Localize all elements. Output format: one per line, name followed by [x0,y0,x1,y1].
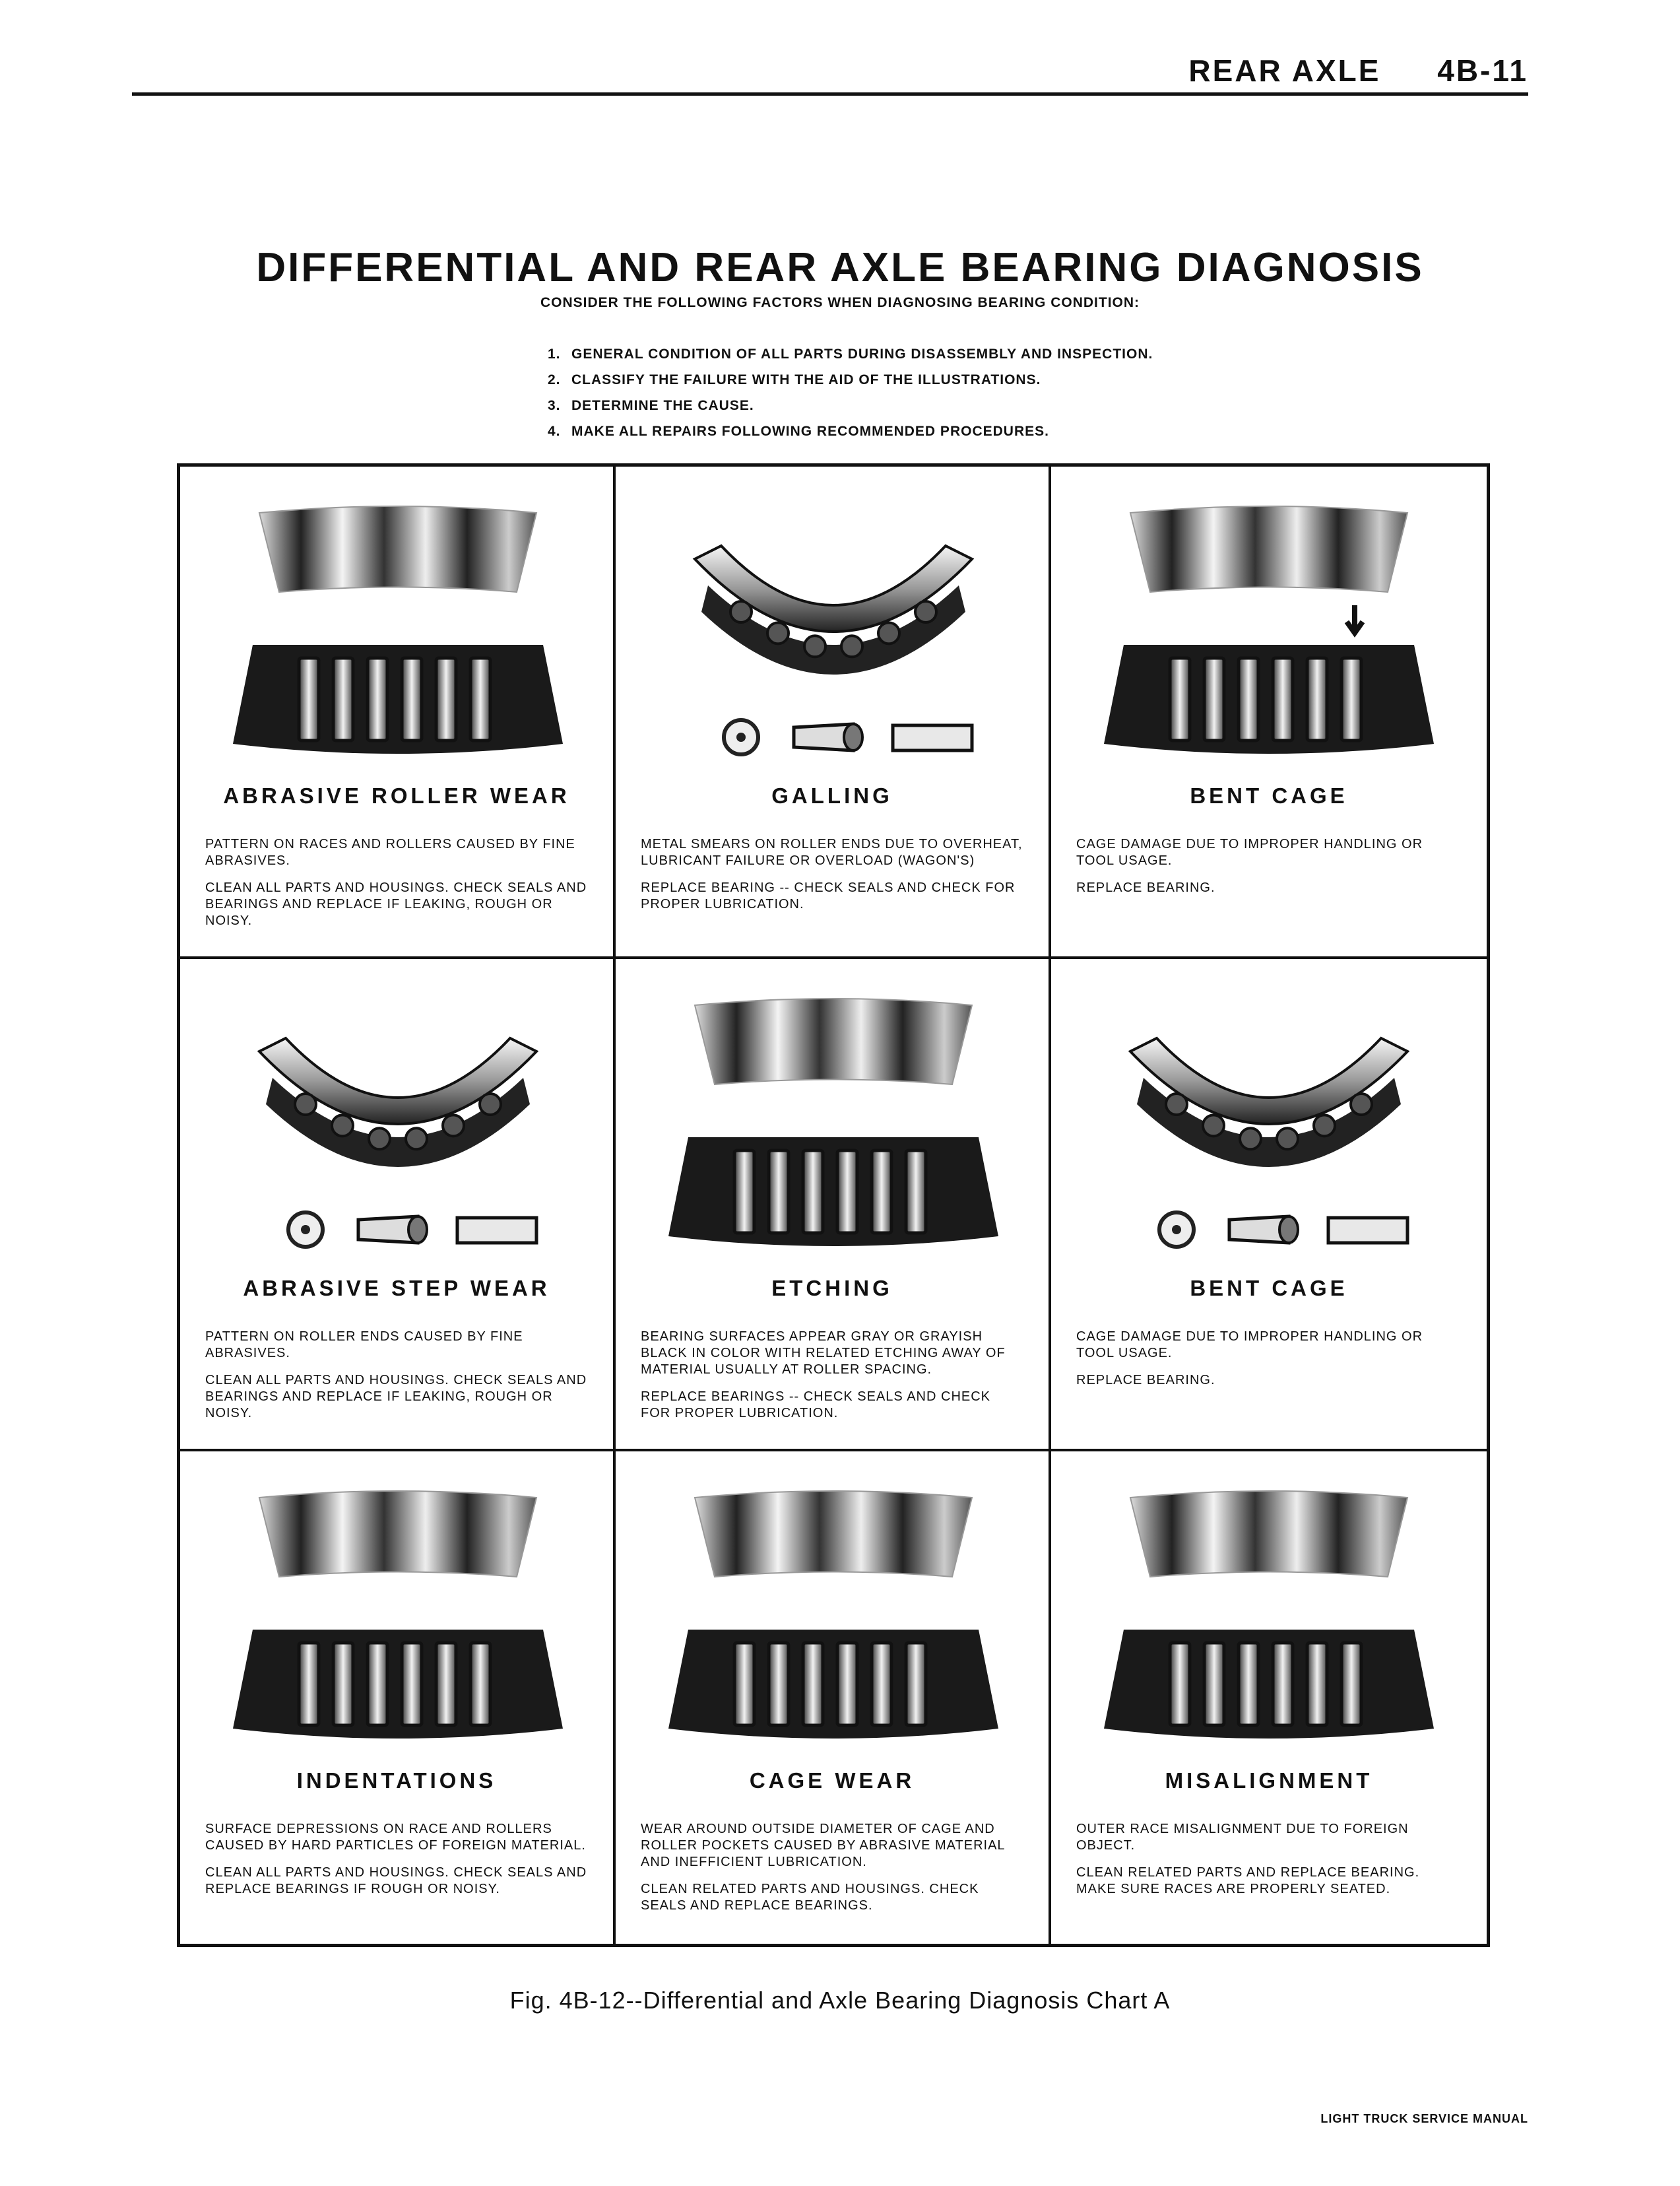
condition-name: BENT CAGE [1190,1276,1348,1300]
description-paragraph: OUTER RACE MISALIGNMENT DUE TO FOREIGN OBJECT. [1076,1822,1409,1853]
running-header [1188,53,1528,88]
description-paragraph: REPLACE BEARING. [1076,1373,1215,1387]
factor-text: GENERAL CONDITION OF ALL PARTS DURING DISASSEMBLY AND INSPECTION. [571,347,1153,362]
condition-name: ABRASIVE STEP WEAR [243,1276,550,1300]
diagnosis-cell [1051,467,1487,959]
condition-description [1076,836,1462,907]
bearing-illustration [220,979,576,1269]
header-page-number: 4B-11 [1437,53,1528,88]
condition-name: MISALIGNMENT [1165,1768,1373,1793]
condition-description [641,1329,1023,1432]
diagnosis-cell [616,959,1051,1451]
condition-description [641,1821,1023,1925]
condition-name: ABRASIVE ROLLER WEAR [223,783,570,808]
description-paragraph: REPLACE BEARINGS -- CHECK SEALS AND CHECK FOR PROPER LUBRICATION. [641,1389,991,1420]
description-paragraph: SURFACE DEPRESSIONS ON RACE AND ROLLERS CAUSED BY HARD PARTICLES OF FOREIGN MATERIAL. [205,1822,586,1853]
header-rule [132,92,1528,96]
diagnosis-cell [180,467,616,959]
description-paragraph: CLEAN ALL PARTS AND HOUSINGS. CHECK SEALS AND BEARINGS AND REPLACE IF LEAKING, ROUGH OR NOISY. [205,880,587,928]
condition-name: CAGE WEAR [749,1768,915,1793]
description-paragraph: METAL SMEARS ON ROLLER ENDS DUE TO OVERHEAT, LUBRICANT FAILURE OR OVERLOAD (WAGON'S) [641,837,1023,868]
condition-description [1076,1329,1462,1399]
condition-description [205,1329,588,1432]
factor-item [548,347,1153,372]
diagnosis-cell [616,467,1051,959]
description-paragraph: BEARING SURFACES APPEAR GRAY OR GRAYISH BLACK IN COLOR WITH RELATED ETCHING AWAY OF MATERIAL USUALLY AT ROLLER SPACING. [641,1329,1006,1377]
bearing-illustration [220,1471,576,1762]
description-paragraph: REPLACE BEARING. [1076,880,1215,895]
description-paragraph: CLEAN RELATED PARTS AND REPLACE BEARING. MAKE SURE RACES ARE PROPERLY SEATED. [1076,1865,1420,1896]
description-paragraph: REPLACE BEARING -- CHECK SEALS AND CHECK FOR PROPER LUBRICATION. [641,880,1016,911]
bearing-illustration [1091,486,1447,777]
condition-name: GALLING [771,783,893,808]
description-paragraph: CLEAN RELATED PARTS AND HOUSINGS. CHECK SEALS AND REPLACE BEARINGS. [641,1882,979,1913]
header-section: REAR AXLE [1188,53,1381,88]
diagnosis-cell [180,959,616,1451]
bearing-illustration [1091,979,1447,1269]
bearing-illustration [1091,1471,1447,1762]
description-paragraph: WEAR AROUND OUTSIDE DIAMETER OF CAGE AND ROLLER POCKETS CAUSED BY ABRASIVE MATERIAL AND INEFFICIENT LUBRICATION. [641,1822,1005,1869]
diagnosis-cell [1051,959,1487,1451]
diagnosis-chart [177,463,1490,1947]
bearing-illustration [655,486,1012,777]
condition-name: ETCHING [771,1276,893,1300]
description-paragraph: CLEAN ALL PARTS AND HOUSINGS. CHECK SEALS AND BEARINGS AND REPLACE IF LEAKING, ROUGH OR NOISY. [205,1373,587,1420]
condition-description [641,836,1023,923]
factor-list [548,347,1153,449]
factor-number: 2. [548,372,561,387]
description-paragraph: PATTERN ON ROLLER ENDS CAUSED BY FINE ABRASIVES. [205,1329,523,1360]
diagnosis-cell [1051,1451,1487,1944]
description-paragraph: PATTERN ON RACES AND ROLLERS CAUSED BY FINE ABRASIVES. [205,837,575,868]
factor-number: 1. [548,347,561,362]
condition-description [205,836,588,940]
condition-description [1076,1821,1462,1908]
condition-description [205,1821,588,1908]
bearing-illustration [655,1471,1012,1762]
description-paragraph: CAGE DAMAGE DUE TO IMPROPER HANDLING OR TOOL USAGE. [1076,837,1423,868]
factor-number: 3. [548,398,561,413]
diagnosis-cell [180,1451,616,1944]
factor-text: CLASSIFY THE FAILURE WITH THE AID OF THE ILLUSTRATIONS. [571,372,1041,387]
page-title: DIFFERENTIAL AND REAR AXLE BEARING DIAGNOSIS [256,245,1424,290]
factor-item [548,424,1153,449]
factor-item [548,372,1153,398]
condition-name: BENT CAGE [1190,783,1348,808]
condition-name: INDENTATIONS [296,1768,497,1793]
factor-text: DETERMINE THE CAUSE. [571,398,754,413]
description-paragraph: CAGE DAMAGE DUE TO IMPROPER HANDLING OR TOOL USAGE. [1076,1329,1423,1360]
diagnosis-cell [616,1451,1051,1944]
footer-manual-name: LIGHT TRUCK SERVICE MANUAL [1320,2112,1528,2125]
factor-item [548,398,1153,424]
figure-caption: Fig. 4B-12--Differential and Axle Bearing Diagnosis Chart A [509,1987,1171,2014]
factor-number: 4. [548,424,561,439]
bearing-illustration [220,486,576,777]
page-subtitle: CONSIDER THE FOLLOWING FACTORS WHEN DIAGNOSING BEARING CONDITION: [540,295,1140,310]
description-paragraph: CLEAN ALL PARTS AND HOUSINGS. CHECK SEALS AND REPLACE BEARINGS IF ROUGH OR NOISY. [205,1865,587,1896]
bearing-illustration [655,979,1012,1269]
factor-text: MAKE ALL REPAIRS FOLLOWING RECOMMENDED PROCEDURES. [571,424,1049,439]
